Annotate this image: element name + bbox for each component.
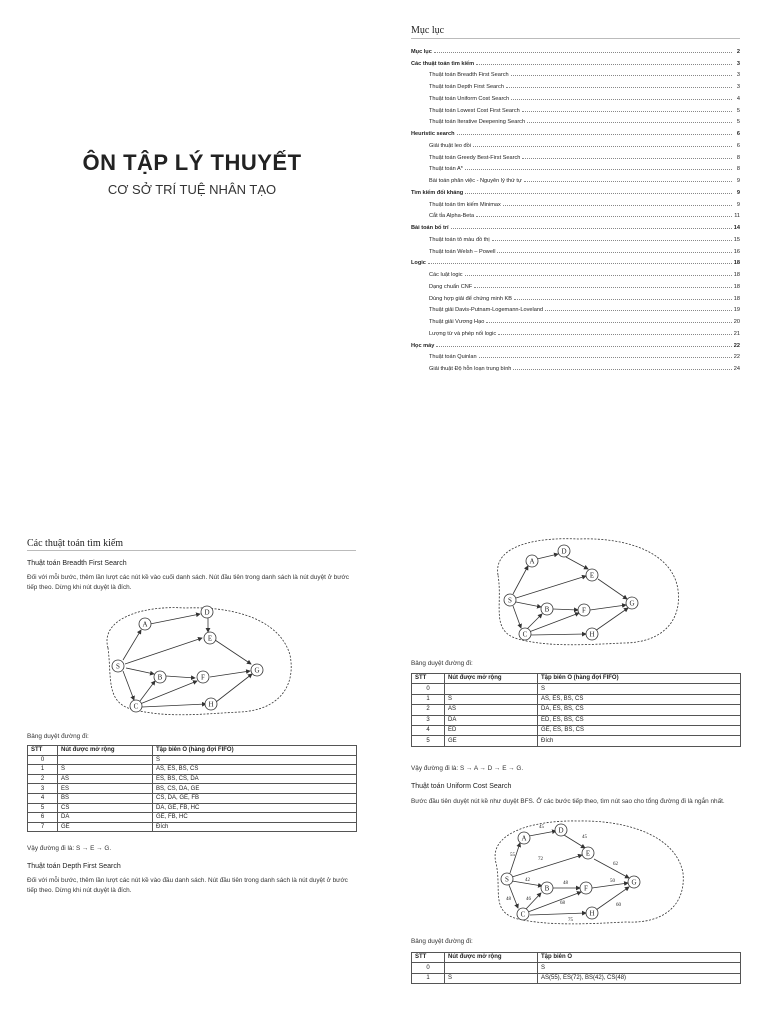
- toc-entry-label: Bài toán phân việc - Nguyên lý thứ tự: [429, 178, 522, 184]
- weight-s-a: 55: [510, 853, 515, 858]
- toc-entry[interactable]: [411, 255, 740, 267]
- bfs-result: Vậy đường đi là: S → E → G.: [27, 845, 112, 852]
- toc-entry-label: Thuật toán tô màu đồ thị: [429, 236, 490, 243]
- table-row: [412, 705, 741, 715]
- svg-text:E: E: [589, 571, 595, 580]
- toc-entry-page: 24: [733, 366, 740, 372]
- ucs-title: Thuật toán Uniform Cost Search: [411, 783, 512, 790]
- toc-entry-page: 20: [733, 319, 740, 325]
- toc-entry[interactable]: [411, 125, 740, 137]
- table-header-cell: Tập biên O (hàng đợi FIFO): [538, 674, 741, 684]
- table-row: [28, 793, 357, 803]
- toc-entry-page: 4: [736, 95, 740, 102]
- bfs-table: [27, 745, 357, 832]
- table-cell: CS, DA, GE, FB: [153, 793, 357, 803]
- toc-entry-page: 15: [733, 236, 740, 243]
- toc-entry-page: 9: [736, 201, 740, 208]
- toc-entry-label: Giải thuật Độ hỗn loạn trung bình: [429, 366, 512, 372]
- toc-leader-dots: [545, 310, 732, 311]
- table-of-contents: [411, 43, 740, 372]
- toc-leader-dots: [479, 357, 732, 358]
- table-cell: AS(55), ES(72), BS(42), CS(48): [538, 973, 741, 983]
- table-cell: 1: [412, 694, 445, 704]
- toc-leader-dots: [513, 369, 731, 370]
- toc-entry[interactable]: [411, 360, 740, 372]
- toc-entry-label: Dạng chuẩn CNF: [429, 283, 473, 290]
- svg-text:S: S: [116, 662, 120, 671]
- svg-text:C: C: [522, 630, 528, 639]
- ucs-description: Bước đầu tiên duyệt nút kề như duyệt BFS. Ở các bước tiếp theo, tìm nút sao cho tổng đường đi là ngắn nhất.: [411, 798, 725, 805]
- table-row: [28, 803, 357, 813]
- weight-h-g: 60: [616, 903, 621, 908]
- svg-text:F: F: [582, 606, 586, 615]
- table-row: [412, 694, 741, 704]
- toc-leader-dots: [522, 158, 732, 159]
- weight-e-g: 62: [613, 862, 618, 867]
- toc-leader-dots: [465, 169, 732, 170]
- toc-entry[interactable]: [411, 67, 740, 79]
- table-cell: GE: [58, 822, 153, 832]
- bfs-graph-nodes: [112, 606, 263, 712]
- toc-entry-page: 14: [733, 225, 740, 231]
- toc-divider: [411, 38, 740, 39]
- table-cell: 5: [412, 736, 445, 746]
- table-row: [28, 784, 357, 794]
- toc-leader-dots: [498, 334, 732, 335]
- toc-entry[interactable]: [411, 208, 740, 220]
- toc-entry-page: 18: [733, 295, 740, 302]
- toc-entry-page: 3: [736, 84, 740, 90]
- toc-entry[interactable]: [411, 196, 740, 208]
- svg-text:E: E: [585, 849, 591, 858]
- dfs-graph-figure: [478, 535, 683, 647]
- bfs-table-caption: Bảng duyệt đường đi:: [27, 733, 89, 740]
- toc-entry-page: 6: [736, 131, 740, 137]
- toc-leader-dots: [476, 64, 732, 65]
- table-cell: 3: [412, 715, 445, 725]
- toc-entry-label: Thuật giải Vương Hạo: [429, 319, 485, 325]
- toc-entry-page: 22: [733, 342, 740, 349]
- table-row: [412, 963, 741, 973]
- toc-entry[interactable]: [411, 161, 740, 173]
- toc-leader-dots: [457, 134, 732, 135]
- toc-leader-dots: [486, 322, 731, 323]
- svg-text:D: D: [558, 826, 564, 835]
- toc-entry-page: 18: [733, 283, 740, 290]
- table-cell: ED: [445, 725, 538, 735]
- toc-entry-label: Các luật logic: [429, 272, 463, 278]
- table-cell: S: [538, 684, 741, 694]
- svg-text:G: G: [631, 878, 637, 887]
- table-header-cell: STT: [412, 674, 445, 684]
- toc-entry-label: Dùng hợp giải để chứng minh KB: [429, 295, 512, 302]
- svg-text:C: C: [520, 910, 526, 919]
- table-cell: S: [445, 694, 538, 704]
- table-header-cell: Tập biên O: [538, 953, 741, 963]
- dfs-table: [411, 673, 741, 747]
- toc-entry-page: 8: [736, 166, 740, 173]
- svg-text:F: F: [201, 673, 205, 682]
- svg-text:F: F: [584, 884, 588, 893]
- toc-entry[interactable]: [411, 266, 740, 278]
- table-row: [412, 725, 741, 735]
- svg-text:E: E: [207, 634, 213, 643]
- table-cell: AS: [445, 705, 538, 715]
- table-cell: 2: [28, 774, 58, 784]
- toc-leader-dots: [522, 111, 732, 112]
- table-cell: DA: [58, 813, 153, 823]
- table-cell: S: [538, 963, 741, 973]
- toc-entry[interactable]: [411, 43, 740, 55]
- table-cell: AS, ES, BS, CS: [153, 765, 357, 775]
- toc-entry[interactable]: [411, 278, 740, 290]
- svg-text:H: H: [208, 700, 214, 709]
- document-title: ÔN TẬP LÝ THUYẾT: [82, 150, 302, 175]
- table-cell: 7: [28, 822, 58, 832]
- toc-entry-label: Thuật toán Lowest Cost First Search: [429, 107, 520, 114]
- table-cell: GE, FB, HC: [153, 813, 357, 823]
- table-cell: 0: [412, 963, 445, 973]
- toc-leader-dots: [465, 275, 732, 276]
- svg-text:D: D: [561, 547, 567, 556]
- toc-entry[interactable]: [411, 172, 740, 184]
- toc-leader-dots: [465, 193, 732, 194]
- toc-leader-dots: [527, 122, 732, 123]
- toc-entry-label: Thuật toán tìm kiếm Minimax: [429, 201, 501, 208]
- toc-entry-page: 3: [736, 72, 740, 79]
- toc-leader-dots: [511, 99, 732, 100]
- table-cell: DA: [445, 715, 538, 725]
- toc-entry[interactable]: [411, 302, 740, 314]
- svg-text:S: S: [505, 875, 509, 884]
- svg-text:G: G: [254, 666, 260, 675]
- toc-leader-dots: [434, 52, 732, 53]
- table-cell: GE, ES, BS, CS: [538, 725, 741, 735]
- table-row: [412, 973, 741, 983]
- ucs-table-caption: Bảng duyệt đường đi:: [411, 938, 473, 945]
- toc-entry[interactable]: [411, 114, 740, 126]
- table-cell: BS, CS, DA, GE: [153, 784, 357, 794]
- table-cell: S: [58, 765, 153, 775]
- toc-entry-label: Các thuật toán tìm kiếm: [411, 60, 475, 67]
- weight-c-b: 46: [526, 897, 531, 902]
- toc-entry-label: Thuật toán A*: [429, 166, 463, 173]
- toc-entry-page: 11: [734, 213, 740, 220]
- svg-text:S: S: [508, 596, 512, 605]
- toc-leader-dots: [497, 252, 731, 253]
- toc-entry-page: 9: [736, 178, 740, 184]
- toc-entry[interactable]: [411, 137, 740, 149]
- table-cell: BS: [58, 793, 153, 803]
- dfs-table-caption: Bảng duyệt đường đi:: [411, 660, 473, 667]
- table-header-cell: Nút được mở rộng: [445, 953, 538, 963]
- svg-text:B: B: [544, 605, 550, 614]
- document-subtitle: CƠ SỞ TRÍ TUỆ NHÂN TẠO: [107, 182, 277, 197]
- weight-c-f: 68: [560, 901, 565, 906]
- table-cell: [445, 684, 538, 694]
- toc-entry-page: 5: [736, 107, 740, 114]
- toc-leader-dots: [451, 228, 732, 229]
- toc-entry-page: 22: [733, 354, 740, 361]
- toc-entry[interactable]: [411, 290, 740, 302]
- table-cell: [445, 963, 538, 973]
- toc-entry[interactable]: [411, 55, 740, 67]
- section-divider: [27, 550, 356, 551]
- table-cell: DA, ES, BS, CS: [538, 705, 741, 715]
- toc-entry[interactable]: [411, 231, 740, 243]
- table-cell: 5: [28, 803, 58, 813]
- table-header-cell: STT: [412, 953, 445, 963]
- svg-text:A: A: [529, 557, 535, 566]
- toc-leader-dots: [474, 287, 732, 288]
- weight-s-b: 42: [525, 878, 530, 883]
- toc-entry-label: Logic: [411, 260, 426, 267]
- toc-entry-page: 3: [736, 60, 740, 67]
- table-cell: CS: [58, 803, 153, 813]
- toc-leader-dots: [506, 87, 732, 88]
- table-cell: 0: [412, 684, 445, 694]
- table-cell: 6: [28, 813, 58, 823]
- toc-entry-label: Mục lục: [411, 48, 432, 55]
- toc-entry-page: 16: [733, 248, 740, 255]
- table-cell: DA, GE, FB, HC: [153, 803, 357, 813]
- table-cell: ED, ES, BS, CS: [538, 715, 741, 725]
- svg-text:H: H: [589, 630, 595, 639]
- dfs-result: Vậy đường đi là: S → A → D → E → G.: [411, 765, 524, 772]
- section-heading: Các thuật toán tìm kiếm: [27, 538, 124, 549]
- toc-entry-page: 18: [733, 272, 740, 278]
- toc-entry-page: 19: [733, 307, 740, 314]
- weight-c-h: 75: [568, 918, 573, 923]
- toc-entry-label: Bài toán bố trí: [411, 225, 449, 231]
- table-cell: ES, BS, CS, DA: [153, 774, 357, 784]
- toc-entry-label: Thuật toán Iterative Deepening Search: [429, 119, 526, 126]
- toc-leader-dots: [514, 299, 732, 300]
- ucs-graph-figure: [478, 818, 688, 926]
- toc-leader-dots: [436, 346, 731, 347]
- table-cell: S: [445, 973, 538, 983]
- ucs-table: [411, 952, 741, 984]
- table-row: [412, 684, 741, 694]
- weight-a-d: 45: [539, 825, 544, 830]
- table-row: [412, 715, 741, 725]
- table-header-cell: Nút được mở rộng: [58, 746, 153, 756]
- bfs-graph-figure: [90, 600, 296, 718]
- toc-entry[interactable]: [411, 149, 740, 161]
- table-cell: [58, 755, 153, 765]
- table-cell: 4: [412, 725, 445, 735]
- toc-entry-label: Học máy: [411, 342, 435, 349]
- weight-f-g: 50: [610, 879, 615, 884]
- table-cell: S: [153, 755, 357, 765]
- toc-entry-page: 9: [736, 189, 740, 196]
- toc-entry-page: 2: [736, 48, 740, 55]
- toc-entry-label: Thuật giải Davis-Putnam-Logemann-Loveland: [429, 307, 544, 314]
- table-cell: 4: [28, 793, 58, 803]
- table-row: [28, 822, 357, 832]
- svg-text:A: A: [521, 834, 527, 843]
- svg-text:A: A: [142, 620, 148, 629]
- toc-entry[interactable]: [411, 337, 740, 349]
- svg-text:C: C: [133, 702, 139, 711]
- toc-entry-label: Cắt tỉa Alpha-Beta: [429, 213, 475, 220]
- toc-entry[interactable]: [411, 90, 740, 102]
- table-cell: 3: [28, 784, 58, 794]
- table-cell: Đích: [153, 822, 357, 832]
- table-header-cell: STT: [28, 746, 58, 756]
- toc-leader-dots: [428, 263, 732, 264]
- toc-entry-page: 6: [736, 142, 740, 149]
- table-cell: GE: [445, 736, 538, 746]
- toc-entry[interactable]: [411, 78, 740, 90]
- toc-leader-dots: [476, 216, 732, 217]
- toc-entry-label: Thuật toán Welsh – Powell: [429, 248, 496, 255]
- weight-d-e: 45: [582, 835, 587, 840]
- weight-s-c: 48: [506, 897, 511, 902]
- table-row: [412, 736, 741, 746]
- table-header-cell: Nút được mở rộng: [445, 674, 538, 684]
- table-cell: 1: [28, 765, 58, 775]
- svg-text:G: G: [629, 599, 635, 608]
- table-row: [28, 755, 357, 765]
- toc-entry-label: Lượng từ và phép nối logic: [429, 330, 497, 337]
- toc-entry-page: 18: [733, 260, 740, 267]
- toc-entry[interactable]: [411, 313, 740, 325]
- svg-text:D: D: [204, 608, 210, 617]
- table-cell: AS: [58, 774, 153, 784]
- toc-leader-dots: [473, 146, 732, 147]
- toc-leader-dots: [524, 181, 732, 182]
- svg-text:B: B: [157, 673, 163, 682]
- toc-entry-page: 8: [736, 154, 740, 161]
- table-row: [28, 765, 357, 775]
- toc-entry-label: Thuật toán Breadth First Search: [429, 72, 509, 79]
- weight-b-f: 48: [563, 881, 568, 886]
- toc-entry[interactable]: [411, 219, 740, 231]
- toc-entry-label: Thuật toán Greedy Best-First Search: [429, 154, 521, 161]
- toc-entry[interactable]: [411, 243, 740, 255]
- bfs-description: Đối với mỗi bước, thêm lần lượt các nút kề vào cuối danh sách. Nút đầu tiên trong danh sách là nút duyệt ở bước tiếp theo. Dừng khi nút duyệt là đích.: [27, 574, 349, 591]
- table-row: [28, 813, 357, 823]
- toc-entry-label: Tìm kiếm đối kháng: [411, 189, 464, 196]
- dfs-description: Đối với mỗi bước, thêm lần lượt các nút kề vào đầu danh sách. Nút đầu tiên trong danh sách là nút duyệt ở bước tiếp theo. Dừng khi nút duyệt là đích.: [27, 877, 348, 894]
- toc-entry-label: Thuật toán Depth First Search: [429, 84, 504, 90]
- toc-entry-page: 21: [733, 330, 740, 337]
- svg-text:H: H: [589, 909, 595, 918]
- table-cell: 0: [28, 755, 58, 765]
- table-cell: ES: [58, 784, 153, 794]
- toc-leader-dots: [492, 240, 732, 241]
- table-row: [28, 774, 357, 784]
- bfs-title: Thuật toán Breadth First Search: [27, 560, 127, 567]
- toc-entry[interactable]: [411, 184, 740, 196]
- toc-entry-label: Giải thuật leo đồi: [429, 142, 471, 149]
- toc-heading: Mục lục: [411, 25, 445, 36]
- toc-entry[interactable]: [411, 349, 740, 361]
- toc-entry-label: Thuật toán Uniform Cost Search: [429, 95, 510, 102]
- toc-leader-dots: [503, 205, 732, 206]
- toc-entry[interactable]: [411, 325, 740, 337]
- toc-entry[interactable]: [411, 102, 740, 114]
- toc-entry-label: Thuật toán Quinlan: [429, 354, 477, 361]
- dfs-title: Thuật toán Depth First Search: [27, 863, 121, 870]
- toc-entry-page: 5: [736, 119, 740, 126]
- weight-s-e: 72: [538, 857, 543, 862]
- table-cell: Đích: [538, 736, 741, 746]
- table-header-cell: Tập biên O (hàng đợi FIFO): [153, 746, 357, 756]
- table-cell: 1: [412, 973, 445, 983]
- toc-entry-label: Heuristic search: [411, 131, 455, 137]
- table-cell: AS, ES, BS, CS: [538, 694, 741, 704]
- table-cell: 2: [412, 705, 445, 715]
- toc-leader-dots: [511, 75, 732, 76]
- svg-text:B: B: [544, 884, 550, 893]
